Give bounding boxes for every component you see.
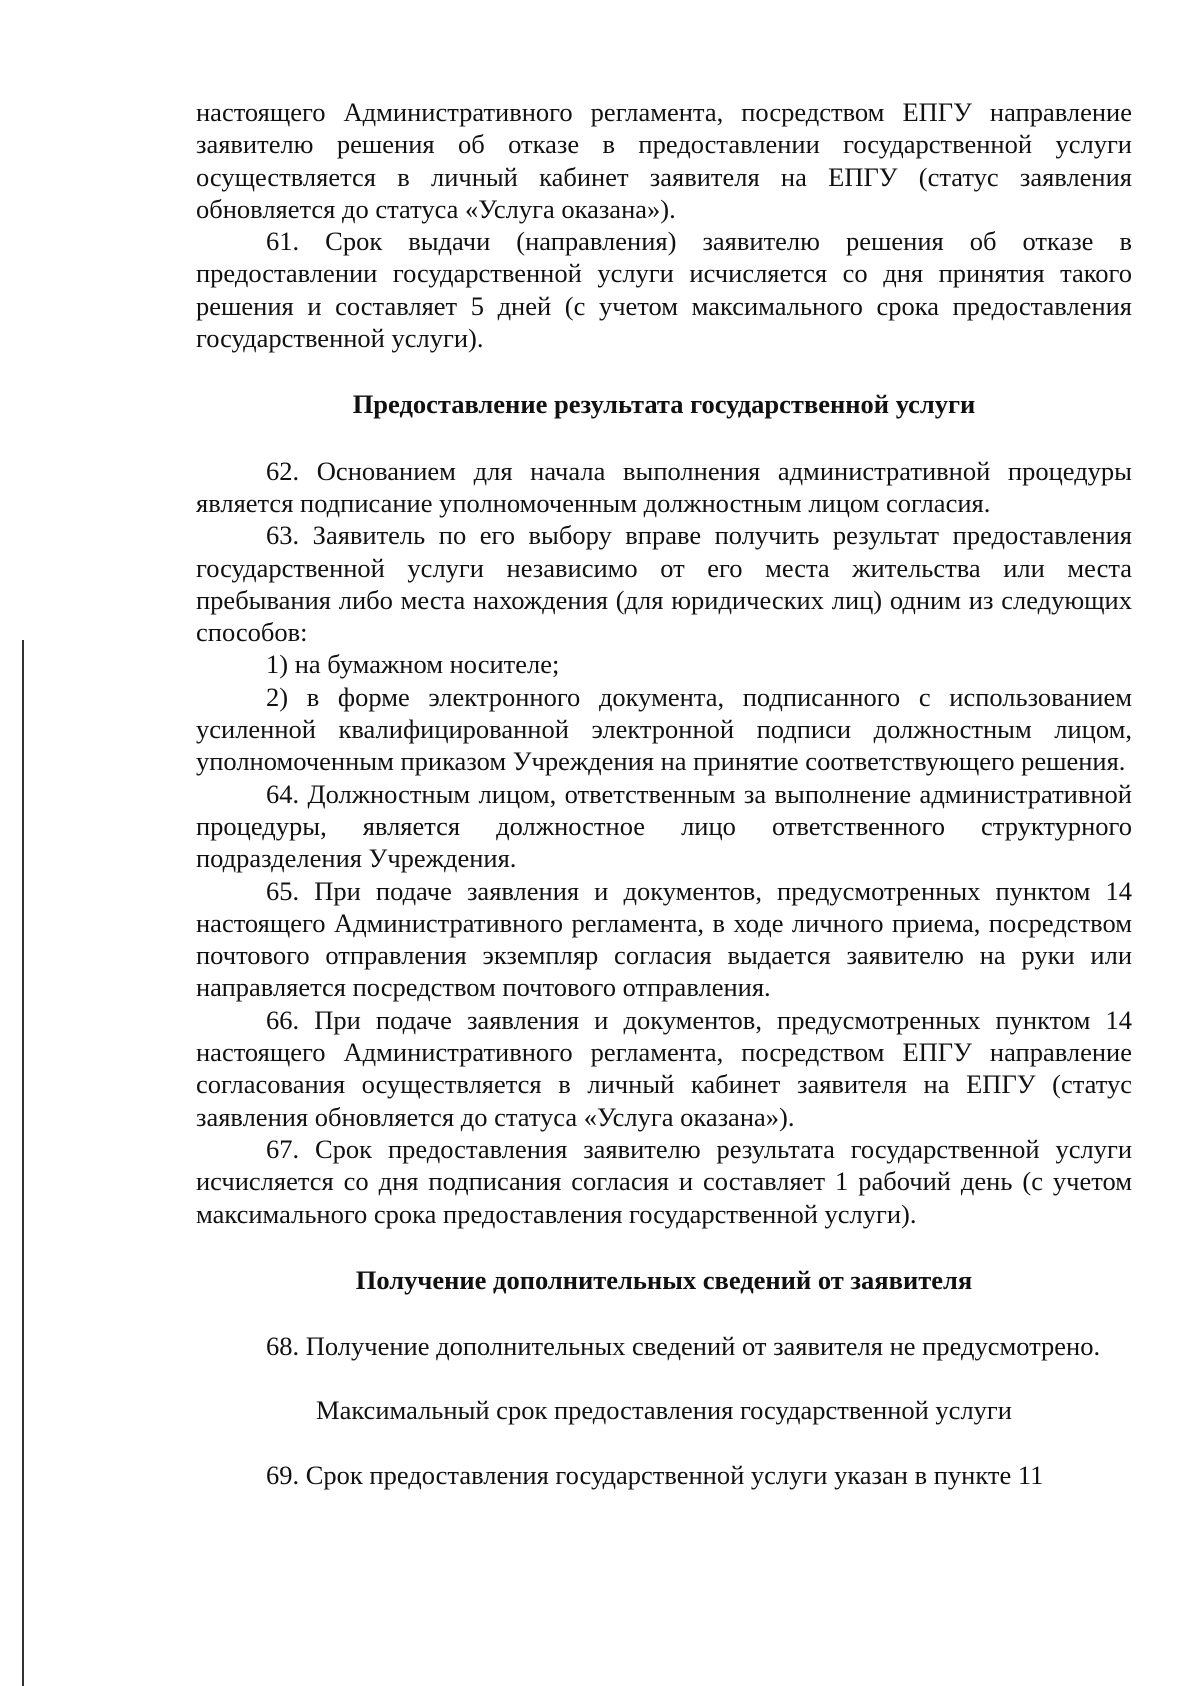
paragraph-continuation: настоящего Административного регламента, посредством ЕПГУ направление заявителю решения об отказе в предоставлении государственной услуги осуществляется в личный кабинет заявителя на ЕПГУ (статус заявления обновляется до статуса «Услуга оказана»). — [196, 97, 1132, 224]
section-heading-max-term: Максимальный срок предоставления государственной услуги — [316, 1395, 1012, 1426]
section-heading-result: Предоставление результата государственной услуги — [352, 389, 976, 420]
section-heading-additional-info: Получение дополнительных сведений от заявителя — [355, 1264, 973, 1295]
paragraph-69: 69. Срок предоставления государственной услуги указан в пункте 11 — [266, 1459, 1044, 1490]
list-item-electronic: 2) в форме электронного документа, подписанного с использованием усиленной квалифицированной электронной подписи должностным лицом, уполномоченным приказом Учреждения на принятие соответствующего решения. — [196, 681, 1132, 777]
paragraph-62: 62. Основанием для начала выполнения административной процедуры является подписание уполномоченным должностным лицом согласия. — [196, 455, 1132, 518]
paragraph-66: 66. При подаче заявления и документов, предусмотренных пунктом 14 настоящего Административного регламента, посредством ЕПГУ направление согласования осуществляется в личный кабинет заявителя на ЕПГУ (статус заявления обновляется до статуса «Услуга оказана»). — [196, 1004, 1132, 1132]
paragraph-65: 65. При подаче заявления и документов, предусмотренных пунктом 14 настоящего Административного регламента, в ходе личного приема, посредством почтового отправления экземпляр согласия выдается заявителю на руки или направляется посредством почтового отправления. — [196, 875, 1132, 1003]
paragraph-64: 64. Должностным лицом, ответственным за выполнение административной процедуры, является должностное лицо ответственного структурного подразделения Учреждения. — [196, 778, 1132, 874]
paragraph-63: 63. Заявитель по его выбору вправе получить результат предоставления государственной услуги независимо от его места жительства или места пребывания либо места нахождения (для юридических лиц) одним из следующих способов: — [196, 520, 1132, 648]
list-item-paper: 1) на бумажном носителе; — [266, 649, 560, 680]
scan-edge-line — [22, 640, 24, 1686]
paragraph-68: 68. Получение дополнительных сведений от заявителя не предусмотрено. — [266, 1331, 1101, 1362]
document-body — [196, 96, 1132, 1491]
paragraph-67: 67. Срок предоставления заявителю результата государственной услуги исчисляется со дня подписания согласия и составляет 1 рабочий день (с учетом максимального срока предоставления государственной услуги). — [196, 1133, 1132, 1229]
paragraph-61: 61. Срок выдачи (направления) заявителю решения об отказе в предоставлении государственной услуги исчисляется со дня принятия такого решения и составляет 5 дней (с учетом максимального срока предоставления государственной услуги). — [196, 226, 1132, 354]
